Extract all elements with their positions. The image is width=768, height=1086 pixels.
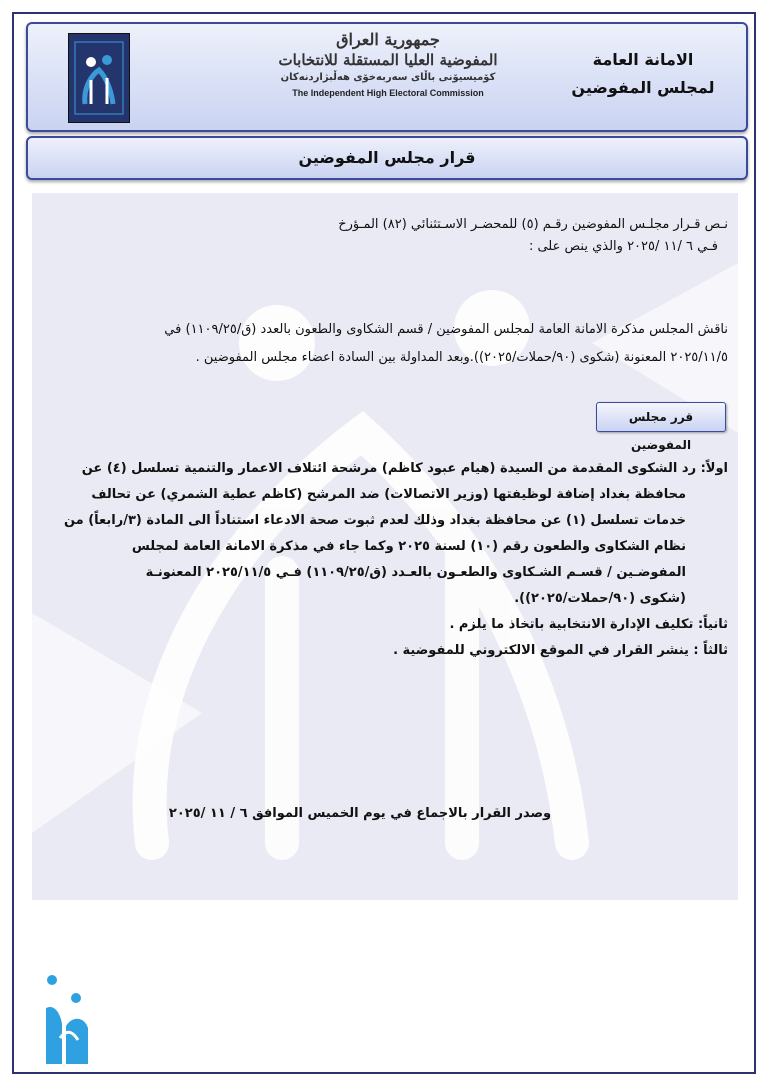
item-first-line5: المفوضـين / قسـم الشـكاوى والطعـون بالعـدد (ق/١١٠٩/٢٥) فـي ٢٠٢٥/١١/٥ المعنونـة bbox=[145, 565, 686, 580]
org-kurdish-name: كۆمیسیۆنی باڵای سەربەخۆی هەڵبژاردنەکان bbox=[280, 72, 496, 83]
org-arabic-name: المفوضية العليا المستقلة للانتخابات bbox=[278, 51, 498, 69]
secretariat-line2: لمجلس المفوضين bbox=[571, 78, 715, 97]
intro-line1: نـص قـرار مجلـس المفوضين رقـم (٥) للمحضـر الاسـتثنائي (٨٢) المـؤرخ bbox=[338, 217, 728, 232]
secretariat-line1: الامانة العامة bbox=[592, 50, 694, 69]
secretariat-title bbox=[568, 46, 718, 102]
item-first-line4: نظام الشكاوى والطعون رقم (١٠) لسنة ٢٠٢٥ وكما جاء في مذكرة الامانة العامة لمجلس bbox=[131, 539, 686, 554]
item-first-line3: خدمات تسلسل (١) عن محافظة بغداد وذلك لعدم ثبوت صحة الادعاء استناداً الى المادة (٣/رابعاً) من bbox=[63, 513, 686, 528]
commission-name bbox=[278, 30, 498, 100]
item-third: ثالثاً : ينشر القرار في الموقع الالكتروني للمفوضية . bbox=[393, 643, 728, 658]
decided-label: قرر مجلس المفوضين bbox=[596, 402, 726, 432]
item-first-line1: اولاً: رد الشكوى المقدمة من السيدة (هيام عبود كاظم) مرشحة ائتلاف الاعمار والتنمية تسلسل (٤) عن bbox=[81, 461, 728, 476]
org-arabic-country: جمهورية العراق bbox=[336, 30, 440, 49]
item-first-line6: (شكوى (٩٠/حملات/٢٠٢٥)). bbox=[514, 591, 686, 606]
ihec-footer-logo-icon bbox=[38, 968, 94, 1068]
intro-line2: فـي ٦ /١١ /٢٠٢٥ والذي ينص على : bbox=[528, 239, 718, 254]
decision-items bbox=[40, 456, 728, 664]
intro-paragraph bbox=[40, 214, 728, 258]
org-english-name: The Independent High Electoral Commission bbox=[292, 88, 484, 98]
ihec-logo-icon bbox=[68, 33, 130, 123]
item-second: ثانياً: تكليف الإدارة الانتخابية باتخاذ ما يلزم . bbox=[449, 617, 728, 632]
discussion-paragraph bbox=[40, 316, 728, 372]
discussion-line1: ناقش المجلس مذكرة الامانة العامة لمجلس المفوضين / قسم الشكاوى والطعون بالعدد (ق/١١٠٩/٢٥) في bbox=[164, 322, 728, 337]
letterhead bbox=[26, 22, 748, 132]
item-first-line2: محافظة بغداد إضافة لوظيفتها (وزير الاتصالات) ضد المرشح (كاظم عطية الشمري) عن تحالف bbox=[91, 487, 686, 502]
discussion-line2: ٢٠٢٥/١١/٥ المعنونة (شكوى (٩٠/حملات/٢٠٢٥)).وبعد المداولة بين السادة اعضاء مجلس المفوضين . bbox=[195, 350, 728, 365]
issued-statement: وصدر القرار بالاجماع في يوم الخميس الموافق ٦ / ١١ /٢٠٢٥ bbox=[168, 806, 552, 821]
decision-title-bar: قرار مجلس المفوضين bbox=[26, 136, 748, 180]
